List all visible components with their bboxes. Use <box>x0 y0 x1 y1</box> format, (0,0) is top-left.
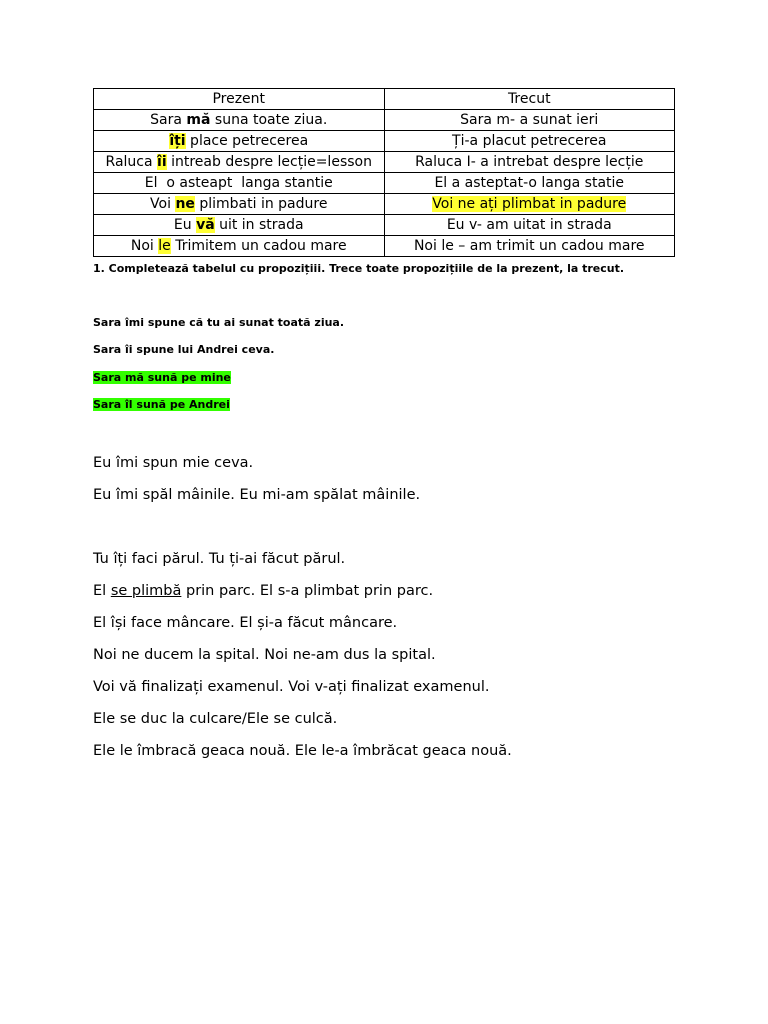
present-cell: Sara mă suna toate ziua. <box>94 110 385 131</box>
highlighted-example: Sara mă sună pe mine <box>93 371 231 384</box>
table-row <box>94 173 675 194</box>
sentence-line: Ele se duc la culcare/Ele se culcă. <box>93 711 338 727</box>
table-row <box>94 236 675 257</box>
sentence-line: Voi vă finalizați examenul. Voi v-ați finalizat examenul. <box>93 679 490 695</box>
present-cell: Eu vă uit in strada <box>94 215 385 236</box>
conjugation-table <box>93 88 675 257</box>
header-present: Prezent <box>94 89 385 110</box>
past-cell: Voi ne ați plimbat in padure <box>384 194 675 215</box>
present-cell: Voi ne plimbati in padure <box>94 194 385 215</box>
exercise-instruction: 1. Completează tabelul cu propozițiii. Trece toate propozițiile de la prezent, la trecut. <box>93 262 625 275</box>
present-cell: Noi le Trimitem un cadou mare <box>94 236 385 257</box>
past-cell: Ți-a placut petrecerea <box>384 131 675 152</box>
past-cell: El a asteptat-o langa statie <box>384 173 675 194</box>
past-cell: Raluca I- a intrebat despre lecție <box>384 152 675 173</box>
past-cell: Noi le – am trimit un cadou mare <box>384 236 675 257</box>
present-cell: El o asteapt langa stantie <box>94 173 385 194</box>
sentence-line: El se plimbă prin parc. El s-a plimbat prin parc. <box>93 583 434 599</box>
table-row <box>94 152 675 173</box>
table-row <box>94 215 675 236</box>
example-sentence: Sara îi spune lui Andrei ceva. <box>93 343 275 356</box>
sentence-line: Tu îți faci părul. Tu ți-ai făcut părul. <box>93 551 346 567</box>
table-row <box>94 131 675 152</box>
table-header-row <box>94 89 675 110</box>
table-row <box>94 110 675 131</box>
sentence-line: Eu îmi spun mie ceva. <box>93 455 254 471</box>
sentence-line: Eu îmi spăl mâinile. Eu mi-am spălat mâinile. <box>93 487 421 503</box>
present-cell: îți place petrecerea <box>94 131 385 152</box>
sentence-line: Noi ne ducem la spital. Noi ne-am dus la spital. <box>93 647 436 663</box>
past-cell: Sara m- a sunat ieri <box>384 110 675 131</box>
header-past: Trecut <box>384 89 675 110</box>
present-cell: Raluca îi intreab despre lecție=lesson <box>94 152 385 173</box>
example-sentence: Sara îmi spune că tu ai sunat toată ziua. <box>93 316 345 329</box>
past-cell: Eu v- am uitat in strada <box>384 215 675 236</box>
sentence-line: Ele le îmbracă geaca nouă. Ele le-a îmbrăcat geaca nouă. <box>93 743 512 759</box>
sentence-line: El își face mâncare. El și-a făcut mâncare. <box>93 615 398 631</box>
highlighted-example: Sara îl sună pe Andrei <box>93 398 230 411</box>
table-row <box>94 194 675 215</box>
